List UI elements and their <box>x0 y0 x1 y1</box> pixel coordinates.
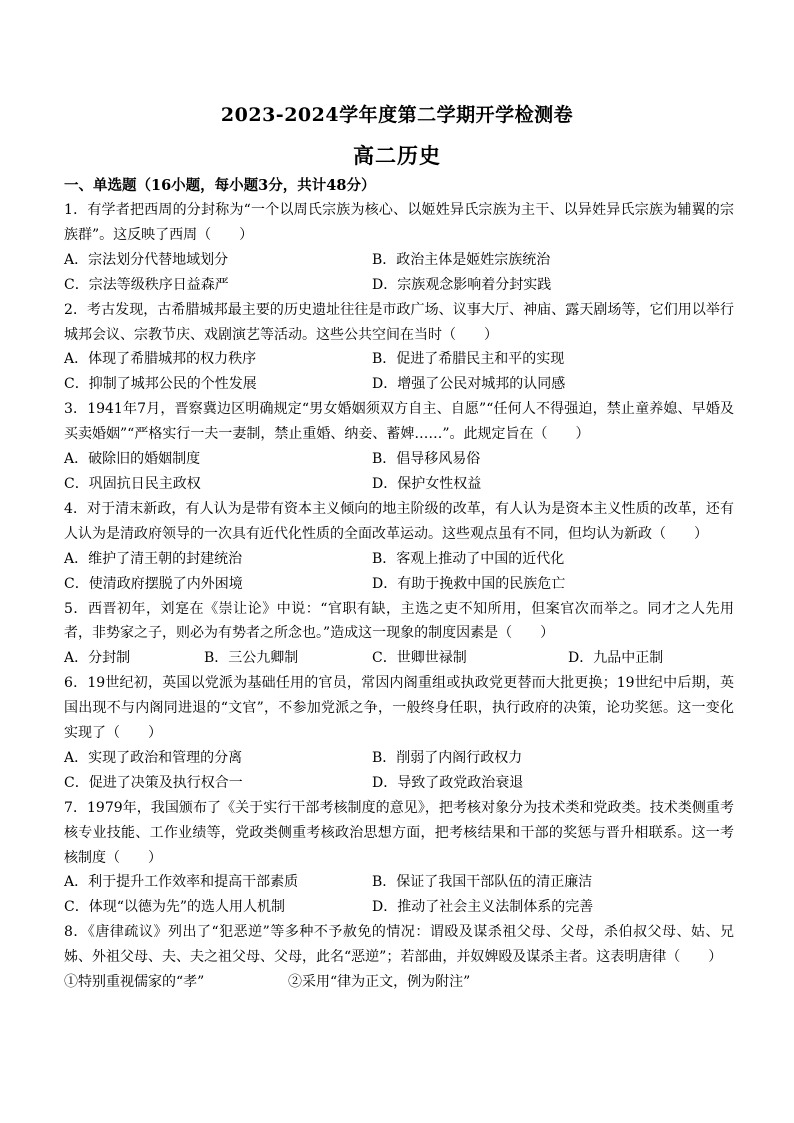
option-d: D．导致了政党政治衰退 <box>372 774 524 791</box>
option-a: A．实现了政治和管理的分离 <box>64 749 243 766</box>
option-d: D．保护女性权益 <box>372 475 482 492</box>
option-c: C．促进了决策及执行权合一 <box>64 774 243 791</box>
option-b: B．倡导移风易俗 <box>372 451 481 468</box>
options <box>64 248 734 298</box>
question-stem: 4．对于清末新政，有人认为是带有资本主义倾向的地主阶级的改革，有人认为是资本主义性质的改革，还有人认为是清政府领导的一次具有近代化性质的全面改革运动。这些观点虽有不同，但均认为新政（ ） <box>64 500 734 542</box>
option-b: B．政治主体是姬姓宗族统治 <box>372 251 551 268</box>
sub-item-2: ②采用“律为正文，例为附注” <box>288 974 471 991</box>
option-b: B．客观上推动了中国的近代化 <box>372 550 565 567</box>
options <box>64 646 734 671</box>
option-c: C．抑制了城邦公民的个性发展 <box>64 376 257 393</box>
option-c: C．使清政府摆脱了内外困境 <box>64 575 243 592</box>
options <box>64 447 734 497</box>
question-stem: 2．考古发现，古希腊城邦最主要的历史遗址往往是市政广场、议事大厅、神庙、露天剧场等，它们用以举行城邦会议、宗教节庆、戏剧演艺等活动。这些公共空间在当时（ ） <box>64 301 734 343</box>
option-d: D．有助于挽救中国的民族危亡 <box>372 575 566 592</box>
question-stem: 8．《唐律疏议》列出了“犯恶逆”等多种不予赦免的情况：谓殴及谋杀祖父母、父母，杀伯叔父母、姑、兄姊、外祖父母、夫、夫之祖父母、父母，此名“恶逆”；若部曲，并奴婢殴及谋杀主者。这表明唐律（ ） <box>64 924 734 966</box>
sub-items <box>64 970 734 995</box>
option-a: A．分封制 <box>64 650 131 667</box>
options <box>64 347 734 397</box>
option-c: C．世卿世禄制 <box>372 650 467 667</box>
question-5 <box>64 597 734 672</box>
question-stem: 5．西晋初年，刘寔在《崇让论》中说：“官职有缺，主选之吏不知所用，但案官次而举之。同才之人先用者，非势家之子，则必为有势者之所念也。”造成这一现象的制度因素是（ ） <box>64 600 734 642</box>
question-stem: 1．有学者把西周的分封称为“一个以周氏宗族为核心、以姬姓异氏宗族为主干、以异姓异氏宗族为辅翼的宗族群”。这反映了西周（ ） <box>64 202 734 243</box>
option-c: C．宗法等级秩序日益森严 <box>64 276 229 293</box>
option-a: A．维护了清王朝的封建统治 <box>64 550 243 567</box>
question-2 <box>64 298 734 398</box>
option-c: C．巩固抗日民主政权 <box>64 475 201 492</box>
options <box>64 547 734 597</box>
option-a: A．利于提升工作效率和提高干部素质 <box>64 874 299 891</box>
option-b: B．保证了我国干部队伍的清正廉洁 <box>372 874 593 891</box>
option-d: D．增强了公民对城邦的认同感 <box>372 376 566 393</box>
question-1 <box>64 198 734 298</box>
question-stem: 6．19世纪初，英国以党派为基础任用的官员，常因内阁重组或执政党更替而大批更换；19世纪中后期，英国出现不与内阁同进退的“文官”，不参加党派之争，一般终身任职，执行政府的决策，论功奖惩。这一变化实现了（ ） <box>64 675 734 742</box>
question-stem: 7．1979年，我国颁布了《关于实行干部考核制度的意见》，把考核对象分为技术类和党政类。技术类侧重考核专业技能、工作业绩等，党政类侧重考核政治思想方面，把考核结果和干部的奖惩与晋升相联系。这一考核制度（ ） <box>64 799 734 866</box>
section-heading: 一、单选题（16小题，每小题3分，共计48分） <box>64 177 376 194</box>
exam-title: 2023-2024学年度第二学期开学检测卷 <box>220 104 574 126</box>
options <box>64 746 734 796</box>
option-d: D．宗族观念影响着分封实践 <box>372 276 552 293</box>
question-8 <box>64 920 734 995</box>
question-6 <box>64 671 734 796</box>
options <box>64 870 734 920</box>
option-a: A．破除旧的婚姻制度 <box>64 451 201 468</box>
option-a: A．宗法划分代替地域划分 <box>64 251 229 268</box>
question-4 <box>64 497 734 597</box>
option-b: B．削弱了内阁行政权力 <box>372 749 523 766</box>
option-b: B．促进了希腊民主和平的实现 <box>372 351 565 368</box>
question-list <box>64 198 734 995</box>
option-d: D．推动了社会主义法制体系的完善 <box>372 899 594 916</box>
option-a: A．体现了希腊城邦的权力秩序 <box>64 351 257 368</box>
question-stem: 3．1941年7月，晋察冀边区明确规定“男女婚姻须双方自主、自愿”“任何人不得强迫，禁止童养媳、早婚及买卖婚姻”“严格实行一夫一妻制，禁止重婚、纳妾、蓄婢……”。此规定旨在（ ） <box>64 401 734 443</box>
option-d: D．九品中正制 <box>568 650 664 667</box>
question-3 <box>64 397 734 497</box>
option-b: B．三公九卿制 <box>204 650 299 667</box>
subject-title: 高二历史 <box>353 143 441 168</box>
sub-item-1: ①特别重视儒家的“孝” <box>64 974 205 991</box>
question-7 <box>64 796 734 921</box>
option-c: C．体现“以德为先”的选人用人机制 <box>64 899 286 916</box>
